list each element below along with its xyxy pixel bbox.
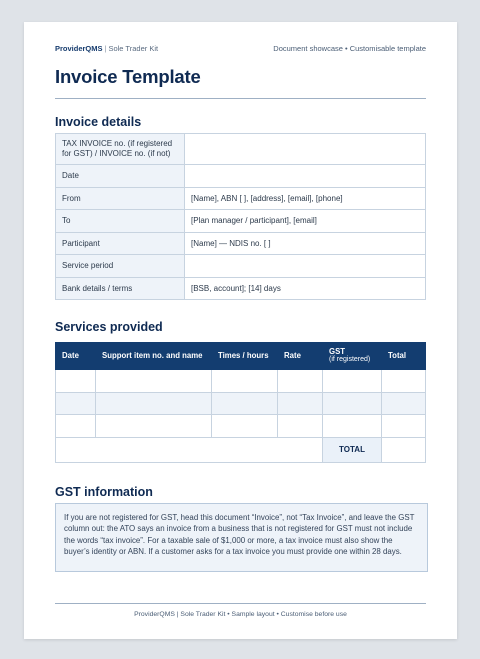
table-row	[56, 392, 426, 415]
gst-info-box: If you are not registered for GST, head this document “Invoice”, not “Tax Invoice”, and leave the GST column out: the ATO says an invoice from a business that is not registered for GST must not include the words “tax invoice”. For a taxable sale of $1,000 or more, a tax invoice must also show the buyer’s identity or ABN. If a customer asks for a tax invoice you must provide one within 28 days.	[55, 503, 428, 572]
brand-kit: Sole Trader Kit	[108, 44, 159, 53]
invoice-details-heading: Invoice details	[55, 115, 142, 129]
page-header	[55, 44, 426, 58]
detail-value[interactable]: [BSB, account]; [14] days	[185, 277, 426, 300]
table-cell[interactable]	[278, 392, 323, 415]
table-cell[interactable]	[56, 415, 96, 438]
detail-value[interactable]: [Name], ABN [ ], [address], [email], [phone]	[185, 187, 426, 210]
brand-separator: |	[104, 44, 107, 53]
detail-label: From	[56, 187, 185, 210]
table-row	[56, 255, 426, 278]
table-cell[interactable]	[278, 370, 323, 393]
table-cell[interactable]	[323, 370, 382, 393]
table-cell[interactable]	[382, 415, 426, 438]
table-cell[interactable]	[382, 392, 426, 415]
column-header-rate: Rate	[278, 343, 323, 370]
table-cell[interactable]	[278, 415, 323, 438]
title-divider	[55, 98, 426, 99]
detail-value[interactable]	[185, 134, 426, 165]
total-spacer-cell	[56, 437, 323, 462]
invoice-details-table	[55, 133, 426, 300]
table-cell[interactable]	[212, 392, 278, 415]
total-row	[56, 437, 426, 462]
gst-heading: GST information	[55, 485, 153, 499]
table-cell[interactable]	[56, 370, 96, 393]
detail-value[interactable]: [Plan manager / participant], [email]	[185, 210, 426, 233]
detail-value[interactable]	[185, 255, 426, 278]
header-tagline: Document showcase • Customisable template	[273, 44, 426, 53]
detail-value[interactable]: [Name] — NDIS no. [ ]	[185, 232, 426, 255]
services-heading: Services provided	[55, 320, 163, 334]
detail-label: TAX INVOICE no. (if registered for GST) / INVOICE no. (if not)	[56, 134, 185, 165]
total-label: TOTAL	[323, 437, 382, 462]
column-header-gst	[323, 343, 382, 370]
gst-header-label: GST	[329, 346, 346, 356]
detail-value[interactable]	[185, 165, 426, 188]
table-row	[56, 134, 426, 165]
column-header-date: Date	[56, 343, 96, 370]
total-value-cell[interactable]	[382, 437, 426, 462]
page-title: Invoice Template	[55, 66, 201, 87]
table-row	[56, 187, 426, 210]
table-cell[interactable]	[96, 370, 212, 393]
table-row	[56, 370, 426, 393]
table-row	[56, 210, 426, 233]
table-cell[interactable]	[96, 392, 212, 415]
table-cell[interactable]	[96, 415, 212, 438]
services-table	[55, 342, 426, 463]
page-footer: ProviderQMS | Sole Trader Kit • Sample layout • Customise before use	[134, 611, 347, 618]
detail-label: To	[56, 210, 185, 233]
table-header-row	[56, 343, 426, 370]
column-header-total: Total	[382, 343, 426, 370]
gst-header-sub: (if registered)	[329, 356, 371, 363]
brand-name: ProviderQMS	[55, 44, 103, 53]
detail-label: Participant	[56, 232, 185, 255]
table-row	[56, 415, 426, 438]
table-row	[56, 232, 426, 255]
table-cell[interactable]	[382, 370, 426, 393]
table-cell[interactable]	[212, 370, 278, 393]
table-row	[56, 165, 426, 188]
table-cell[interactable]	[323, 392, 382, 415]
detail-label: Date	[56, 165, 185, 188]
document-page	[24, 22, 457, 639]
table-row	[56, 277, 426, 300]
detail-label: Service period	[56, 255, 185, 278]
column-header-support-item: Support item no. and name	[96, 343, 212, 370]
table-cell[interactable]	[323, 415, 382, 438]
brand	[55, 44, 158, 54]
column-header-times: Times / hours	[212, 343, 278, 370]
footer-divider	[55, 603, 426, 604]
detail-label: Bank details / terms	[56, 277, 185, 300]
table-cell[interactable]	[56, 392, 96, 415]
table-cell[interactable]	[212, 415, 278, 438]
